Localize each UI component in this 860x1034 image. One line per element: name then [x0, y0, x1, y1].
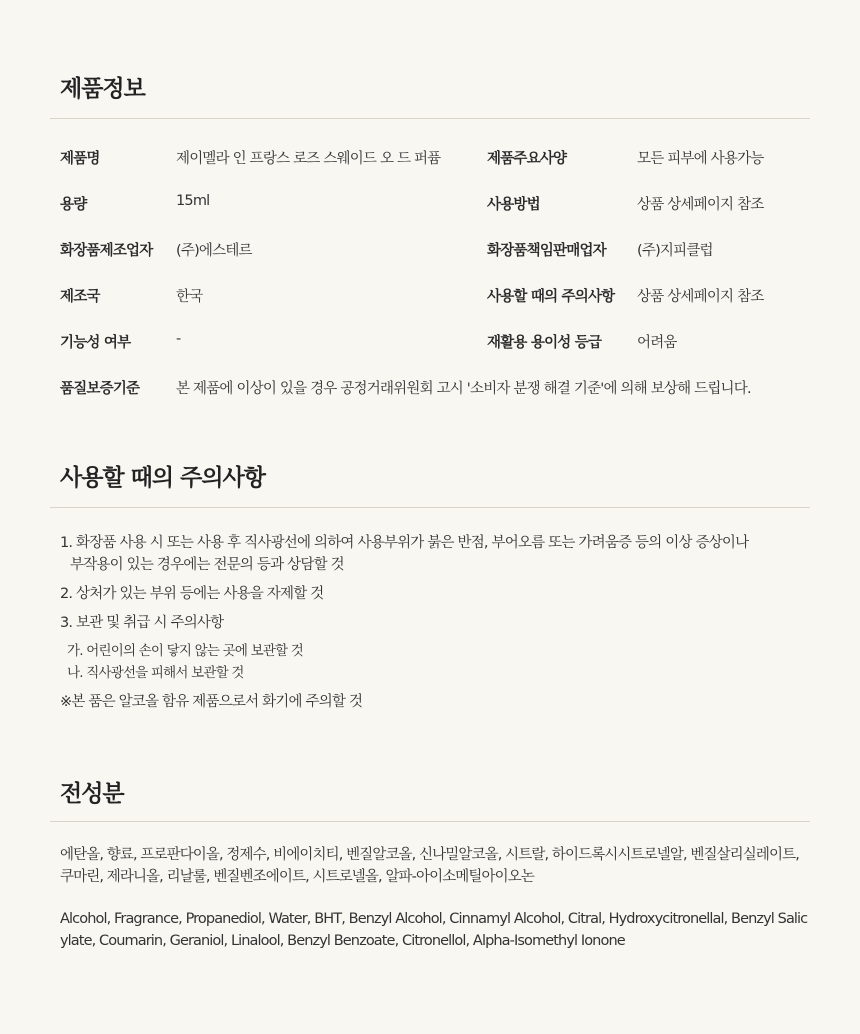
info-value-product-name: 제이멜라 인 프랑스 로즈 스웨이드 오 드 퍼퓸 — [176, 151, 441, 167]
caution-item-3a: 가. 어린이의 손이 닿지 않는 곳에 보관할 것 — [67, 643, 304, 659]
caution-note: ※본 품은 알코올 함유 제품으로서 화기에 주의할 것 — [60, 694, 363, 710]
caution-divider — [50, 507, 810, 508]
info-value-functional: - — [176, 331, 181, 347]
info-label-country: 제조국 — [60, 289, 100, 305]
info-label-manufacturer: 화장품제조업자 — [60, 243, 153, 259]
product-info-divider — [50, 118, 810, 119]
ingredients-title: 전성분 — [60, 781, 124, 807]
info-label-warranty: 품질보증기준 — [60, 381, 140, 397]
ingredients-english: Alcohol, Fragrance, Propanediol, Water, BHT, Benzyl Alcohol, Cinnamyl Alcohol, Citral, Hydroxycitronellal, Benzyl Salicylate, Coumarin, Geraniol, Linalool, Benzyl Benzoate, Citronellol, Alpha-Isomethyl Ionone — [60, 911, 808, 949]
info-value-country: 한국 — [176, 289, 203, 305]
info-label-precautions: 사용할 때의 주의사항 — [487, 289, 615, 305]
info-label-product-name: 제품명 — [60, 151, 100, 167]
ingredients-divider — [50, 821, 810, 822]
info-value-seller: (주)지피클럽 — [637, 243, 713, 259]
info-label-functional: 기능성 여부 — [60, 335, 131, 351]
info-value-usage: 상품 상세페이지 참조 — [637, 197, 764, 213]
info-value-recycle-grade: 어려움 — [637, 335, 677, 351]
info-value-warranty: 본 제품에 이상이 있을 경우 공정거래위원회 고시 '소비자 분쟁 해결 기준'에 의해 보상해 드립니다. — [176, 381, 751, 397]
caution-item-1-cont: 부작용이 있는 경우에는 전문의 등과 상담할 것 — [70, 557, 344, 573]
info-label-recycle-grade: 재활용 용이성 등급 — [487, 335, 602, 351]
info-label-seller: 화장품책임판매업자 — [487, 243, 606, 259]
info-label-main-spec: 제품주요사양 — [487, 151, 567, 167]
caution-item-2: 2. 상처가 있는 부위 등에는 사용을 자제할 것 — [60, 586, 324, 602]
info-value-precautions: 상품 상세페이지 참조 — [637, 289, 764, 305]
product-info-title: 제품정보 — [60, 76, 145, 102]
info-label-volume: 용량 — [60, 197, 87, 213]
ingredients-korean: 에탄올, 향료, 프로판다이올, 정제수, 비에이치티, 벤질알코올, 신나밀알코올, 시트랄, 하이드록시시트로넬알, 벤질살리실레이트, 쿠마린, 제라니올, 리날룰, 벤질벤조에이트, 시트로넬올, 알파-아이소메틸아이오논 — [60, 847, 799, 885]
info-value-manufacturer: (주)에스테르 — [176, 243, 252, 259]
caution-title: 사용할 때의 주의사항 — [60, 465, 265, 491]
caution-item-1: 1. 화장품 사용 시 또는 사용 후 직사광선에 의하여 사용부위가 붉은 반점, 부어오름 또는 가려움증 등의 이상 증상이나 — [60, 535, 749, 551]
info-value-main-spec: 모든 피부에 사용가능 — [637, 151, 764, 167]
info-label-usage: 사용방법 — [487, 197, 540, 213]
info-value-volume: 15ml — [176, 193, 210, 209]
caution-item-3: 3. 보관 및 취급 시 주의사항 — [60, 615, 224, 631]
caution-item-3b: 나. 직사광선을 피해서 보관할 것 — [67, 665, 244, 681]
